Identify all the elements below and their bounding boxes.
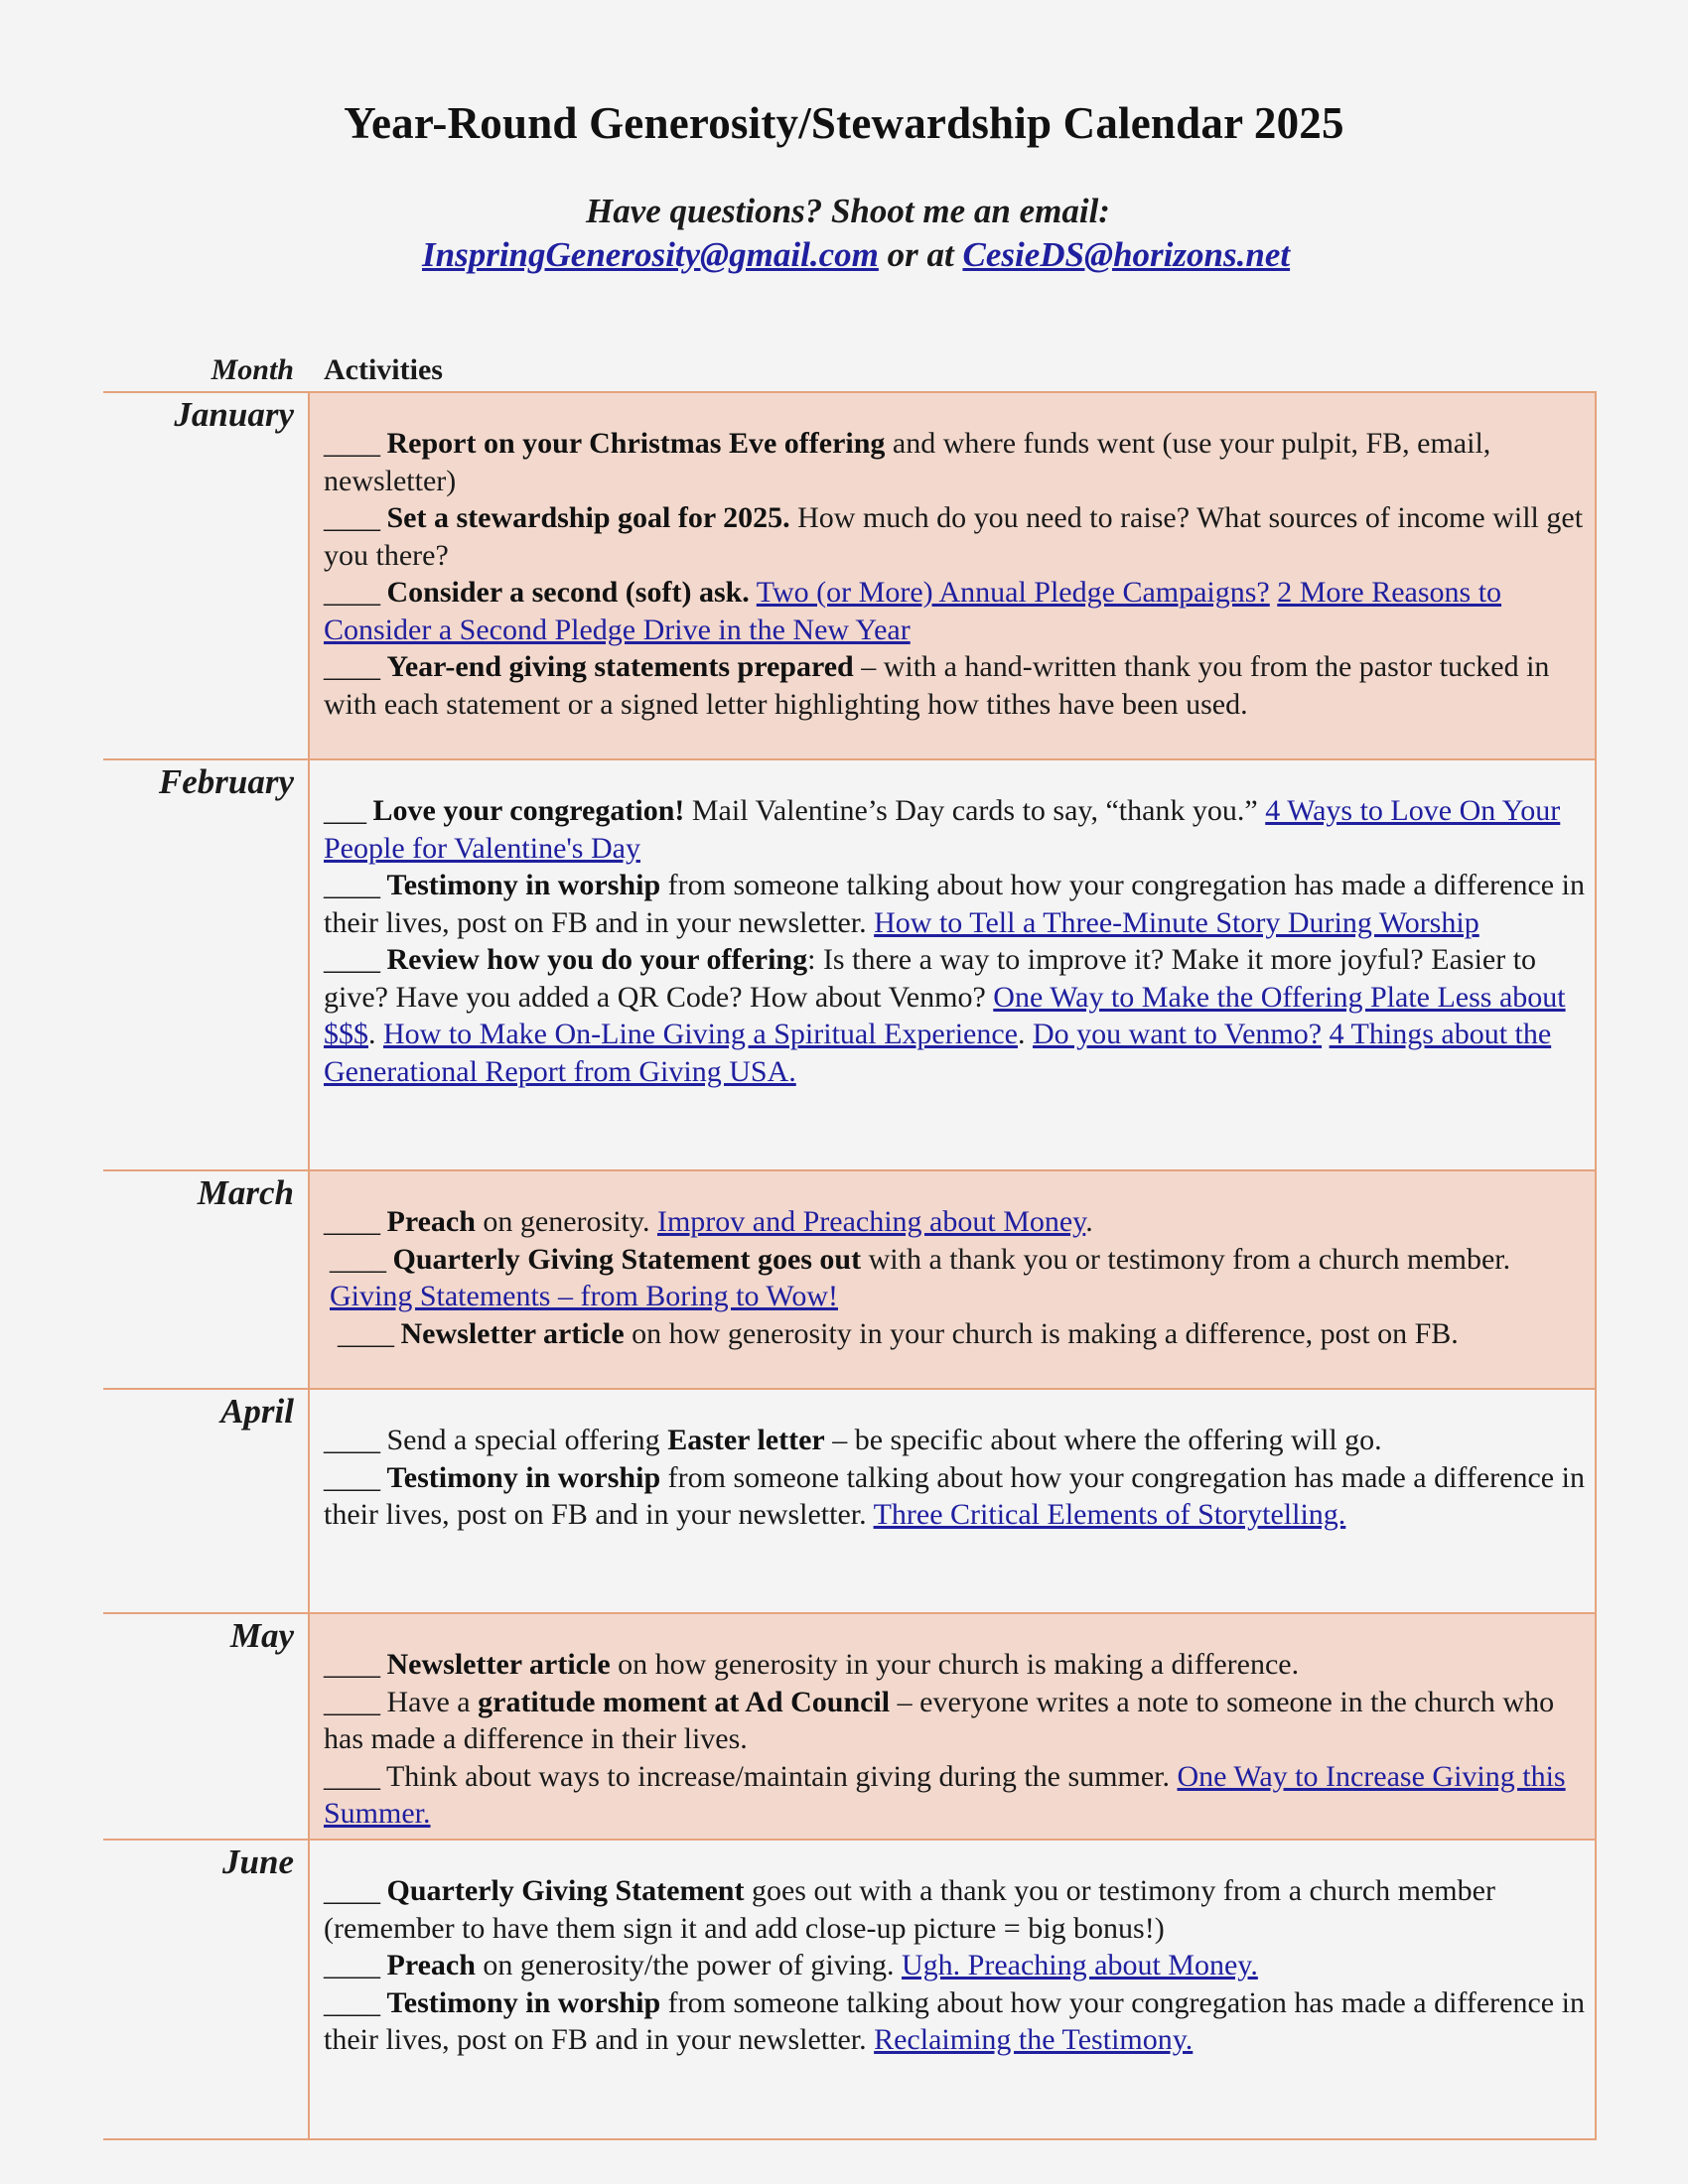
checkbox-blank[interactable]: ____ — [324, 427, 379, 460]
contact-or-text: or at — [887, 235, 954, 274]
activity-text: and where funds went (use your pulpit, FB, email, newsletter) — [324, 427, 1491, 497]
activity-text: on generosity/the power of giving. — [483, 1949, 895, 1981]
activity-pretext: Have a — [386, 1685, 471, 1718]
email-link-cesie[interactable]: CesieDS@horizons.net — [962, 235, 1291, 274]
month-row-june — [103, 1839, 1597, 2140]
contact-prompt — [0, 192, 1688, 231]
contact-emails — [422, 235, 1290, 275]
activity-item — [324, 1984, 1587, 2059]
column-header-activities: Activities — [324, 353, 443, 386]
resource-link[interactable]: 4 Things about the Generational Report from Giving USA. — [324, 1018, 1552, 1088]
activities-cell — [308, 1390, 1597, 1614]
activity-text: goes out with a thank you or testimony from a church member (remember to have them sign it and add close-up picture = big bonus!) — [324, 1874, 1495, 1945]
activity-title: Testimony in worship — [386, 869, 661, 901]
activity-text: on how generosity in your church is making a difference, post on FB. — [632, 1316, 1459, 1350]
resource-link[interactable]: Ugh. Preaching about Money. — [902, 1949, 1258, 1981]
activity-item — [324, 425, 1587, 499]
activity-item: ____ Review how you do your offering: Is there a way to improve it? Make it more joyful? Easier to give? Have you added a QR Code? How about Venmo? One Way to Make the Offering Plate Less about $$$. How to Make On-Line Giving a Spiritual Experience. Do you want to Venmo? 4 Things about the Generational Report from Giving USA. — [324, 943, 1566, 1088]
month-row-february — [103, 758, 1597, 1171]
activity-item — [324, 574, 1587, 648]
activity-item — [324, 648, 1587, 723]
activity-item: ____ Preach on generosity. Improv and Preaching about Money. — [324, 1205, 1093, 1238]
resource-link[interactable]: Do you want to Venmo? — [1033, 1018, 1323, 1050]
activity-title: Easter letter — [667, 1424, 825, 1456]
page-title: Year-Round Generosity/Stewardship Calendar 2025 — [344, 98, 1344, 148]
activity-title: Newsletter article — [400, 1316, 625, 1350]
activity-pretext: Think about ways to increase/maintain giving during the summer. — [385, 1759, 1170, 1793]
activity-title: gratitude moment at Ad Council — [478, 1685, 891, 1718]
activity-text: from someone talking about how your congregation has made a difference in their lives, post on FB and in your newsletter. — [324, 1460, 1585, 1531]
activity-title: Love your congregation! — [372, 794, 685, 827]
activity-item — [324, 792, 1587, 867]
resource-link[interactable]: 4 Ways to Love On Your People for Valentine's Day — [324, 794, 1561, 865]
month-label: February — [158, 762, 294, 801]
contact-prompt-text: Have questions? Shoot me an email: — [586, 192, 1110, 230]
activity-text: with a thank you or testimony from a church member. — [868, 1242, 1511, 1276]
activity-title: Year-end giving statements prepared — [386, 650, 854, 683]
activity-item — [324, 1684, 1587, 1758]
checkbox-blank[interactable]: ____ — [324, 1648, 379, 1681]
activity-title: Preach — [386, 1205, 476, 1238]
checkbox-blank[interactable]: ____ — [338, 1316, 393, 1350]
checkbox-blank[interactable]: ____ — [324, 1685, 379, 1718]
activities-cell — [308, 1614, 1597, 1841]
activities-cell — [308, 1171, 1597, 1390]
activities-cell — [308, 1841, 1597, 2138]
activity-item — [324, 1947, 1587, 1984]
resource-link[interactable]: Two (or More) Annual Pledge Campaigns? — [756, 576, 1270, 609]
activity-text: on generosity. — [483, 1205, 650, 1238]
activity-item — [324, 1241, 1587, 1315]
activity-item — [324, 1872, 1587, 1947]
checkbox-blank[interactable]: ____ — [324, 1985, 379, 2019]
activity-text: from someone talking about how your congregation has made a difference in their lives, post on FB and in your newsletter. — [324, 869, 1585, 939]
resource-link[interactable]: Three Critical Elements of Storytelling. — [873, 1498, 1346, 1531]
checkbox-blank[interactable]: ____ — [324, 650, 379, 683]
activity-text: Mail Valentine’s Day cards to say, “thank you.” — [691, 794, 1258, 827]
activity-text: from someone talking about how your congregation has made a difference in their lives, post on FB and in your newsletter. — [324, 1985, 1585, 2056]
checkbox-blank[interactable]: ____ — [324, 501, 379, 534]
activity-text: – everyone writes a note to someone in the church who has made a difference in their lives. — [324, 1685, 1555, 1755]
checkbox-blank[interactable]: ____ — [324, 869, 379, 901]
email-link-inspiring[interactable]: InspringGenerosity@gmail.com — [422, 235, 879, 274]
activity-title: Quarterly Giving Statement goes out — [392, 1242, 862, 1276]
checkbox-blank[interactable]: ____ — [324, 576, 379, 609]
month-row-march — [103, 1169, 1597, 1390]
activity-item — [324, 499, 1587, 574]
checkbox-blank[interactable]: ____ — [324, 1874, 379, 1907]
resource-link[interactable]: How to Tell a Three-Minute Story During Worship — [874, 905, 1479, 939]
activity-text: How much do you need to raise? What sources of income will get you there? — [324, 501, 1584, 572]
month-label: January — [174, 395, 294, 434]
checkbox-blank[interactable]: ___ — [324, 794, 365, 827]
checkbox-blank[interactable]: ____ — [324, 943, 379, 976]
checkbox-blank[interactable]: ____ — [324, 1205, 379, 1238]
activities-cell — [308, 393, 1597, 760]
activity-title: Quarterly Giving Statement — [386, 1874, 745, 1907]
activity-title: Consider a second (soft) ask. — [386, 576, 750, 609]
month-label: March — [197, 1173, 294, 1212]
month-label: June — [222, 1843, 294, 1881]
activity-title: Preach — [386, 1949, 476, 1981]
activity-item — [324, 867, 1587, 941]
column-header-month: Month — [211, 353, 294, 386]
month-row-may — [103, 1612, 1597, 1841]
activity-item — [324, 1459, 1587, 1534]
activity-item — [324, 1422, 1587, 1459]
checkbox-blank[interactable]: ____ — [324, 1949, 379, 1981]
activity-item — [324, 1315, 1587, 1353]
resource-link[interactable]: 2 More Reasons to Consider a Second Pledge Drive in the New Year — [324, 576, 1502, 646]
activity-text: – with a hand-written thank you from the pastor tucked in with each statement or a signed letter highlighting how tithes have been used. — [324, 650, 1550, 721]
activity-text: on how generosity in your church is making a difference. — [618, 1648, 1300, 1681]
activity-title: Set a stewardship goal for 2025. — [386, 501, 790, 534]
activity-title: Testimony in worship — [386, 1460, 661, 1494]
checkbox-blank[interactable]: ____ — [324, 1460, 379, 1494]
activity-title: Review how you do your offering — [386, 943, 808, 976]
month-label: May — [229, 1616, 294, 1655]
month-row-april — [103, 1388, 1597, 1614]
activity-item — [324, 1758, 1587, 1833]
resource-link[interactable]: Reclaiming the Testimony. — [874, 2023, 1194, 2056]
resource-link[interactable]: One Way to Increase Giving this Summer. — [324, 1759, 1566, 1830]
activity-text: – be specific about where the offering will go. — [832, 1424, 1382, 1456]
activity-pretext: Send a special offering — [386, 1424, 660, 1456]
activity-text: : Is there a way to improve it? Make it more joyful? Easier to give? Have you added a QR Code? How about Venmo? — [324, 943, 1537, 1014]
resource-link[interactable]: One Way to Make the Offering Plate Less about $$$ — [324, 980, 1566, 1050]
activity-item — [324, 1646, 1587, 1684]
checkbox-blank[interactable]: ____ — [324, 1424, 379, 1456]
activity-title: Testimony in worship — [386, 1985, 661, 2019]
resource-link[interactable]: How to Make On-Line Giving a Spiritual Experience — [383, 1018, 1018, 1050]
activity-title: Report on your Christmas Eve offering — [386, 427, 886, 460]
resource-link[interactable]: Improv and Preaching about Money — [656, 1205, 1086, 1238]
resource-link[interactable]: Giving Statements – from Boring to Wow! — [330, 1280, 838, 1312]
checkbox-blank[interactable]: ____ — [324, 1759, 379, 1793]
month-row-january — [103, 391, 1597, 760]
activity-title: Newsletter article — [386, 1648, 611, 1681]
month-label: April — [220, 1392, 294, 1431]
checkbox-blank[interactable]: ____ — [330, 1242, 385, 1276]
activities-cell — [308, 760, 1597, 1171]
